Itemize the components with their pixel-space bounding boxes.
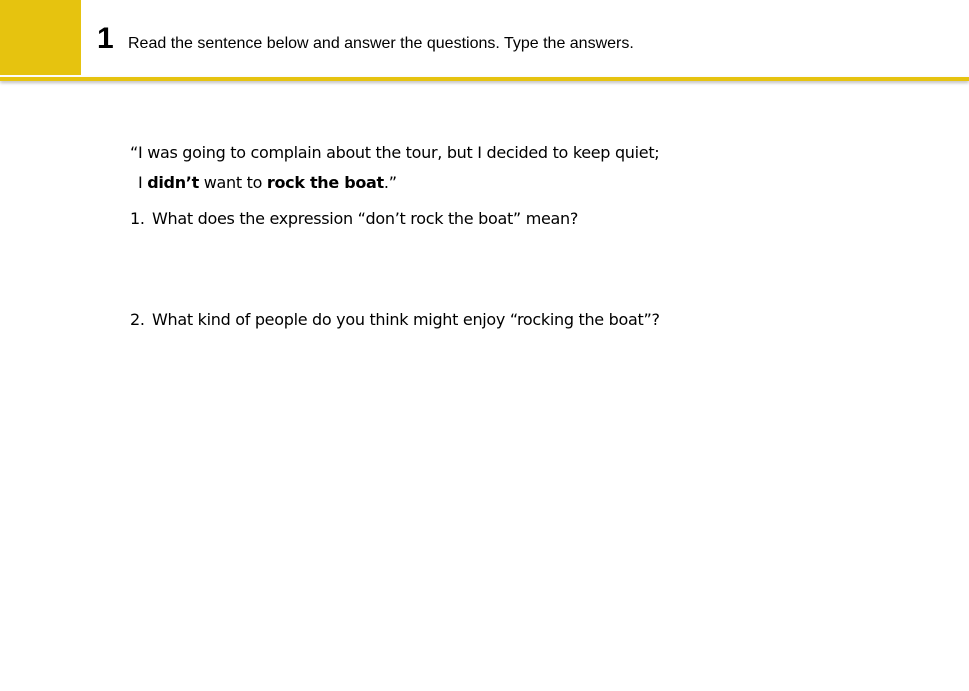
quote-bold-rock-the-boat: rock the boat <box>266 173 384 192</box>
question-number: 1. <box>130 209 145 228</box>
quote-line-1: “I was going to complain about the tour, but I decided to keep quiet; <box>130 143 660 162</box>
quote-bold-didnt: didn’t <box>147 173 199 192</box>
exercise-content <box>130 138 850 331</box>
header-divider <box>0 77 969 81</box>
quote-text: want to <box>198 173 267 192</box>
quote-line-2 <box>130 168 850 198</box>
header-accent-block <box>0 0 81 75</box>
question-text: What kind of people do you think might enjoy “rocking the boat”? <box>152 310 660 329</box>
exercise-instruction: Read the sentence below and answer the questions. Type the answers. <box>128 35 634 52</box>
question-text: What does the expression “don’t rock the boat” mean? <box>152 209 579 228</box>
question-1 <box>130 208 850 230</box>
exercise-number: 1 <box>97 22 114 55</box>
question-number: 2. <box>130 310 145 329</box>
quote-text: I <box>138 173 148 192</box>
question-2 <box>130 309 850 331</box>
quote-text: .” <box>383 173 397 192</box>
